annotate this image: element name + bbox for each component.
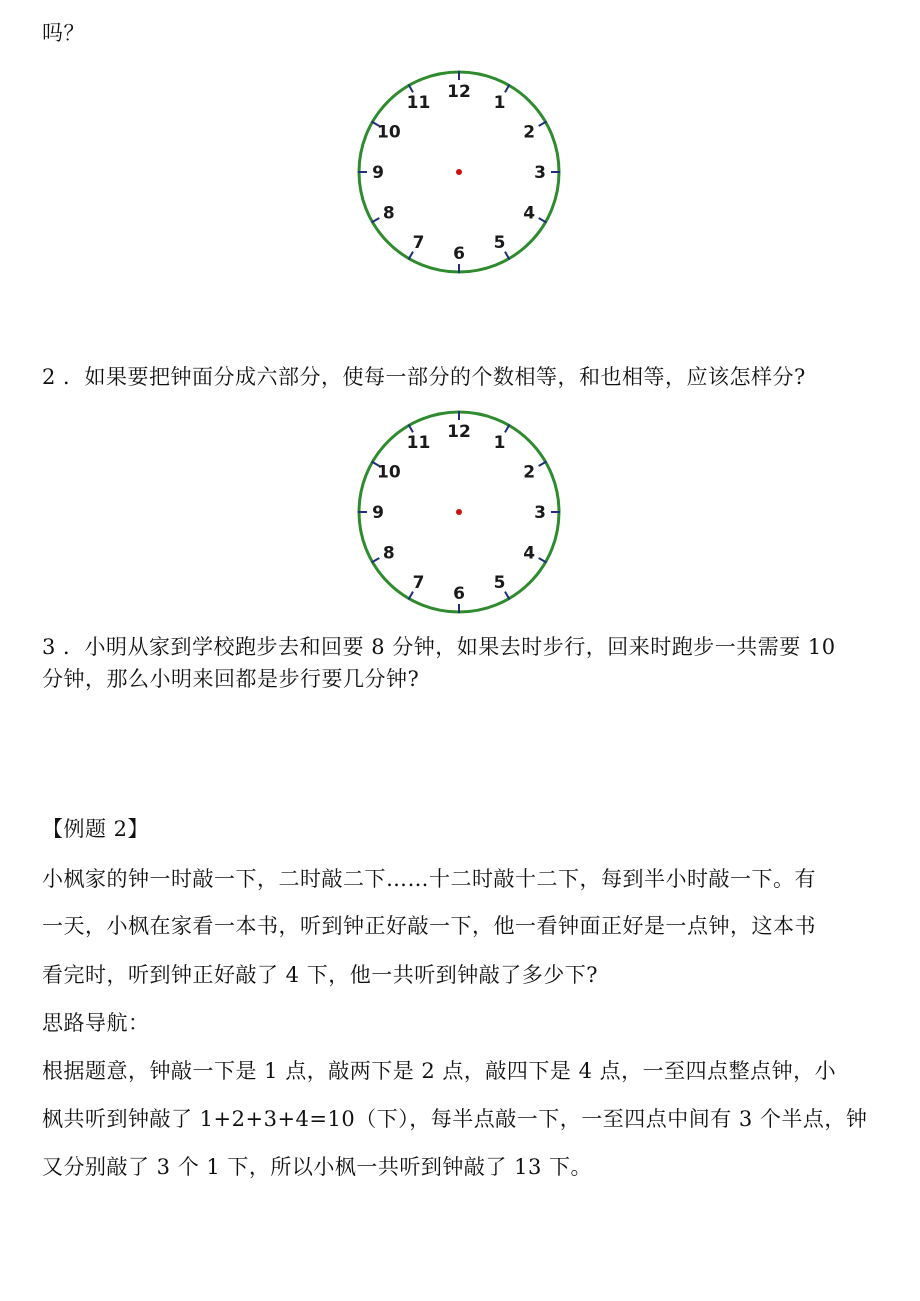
hour-number-9: 9: [372, 163, 384, 183]
example-2-line-3: 看完时，听到钟正好敲了 4 下，他一共听到钟敲了多少下?: [42, 963, 598, 987]
hour-number-10: 10: [377, 462, 401, 483]
hour-number-9: 9: [372, 503, 384, 523]
clock-face-diagram-2: [355, 408, 563, 616]
answer-line-3: 又分别敲了 3 个 1 下，所以小枫一共听到钟敲了 13 下。: [42, 1155, 592, 1179]
clock-center-dot: [456, 509, 462, 515]
clock-center-dot: [456, 169, 462, 175]
answer-line-2: 枫共听到钟敲了 1+2+3+4=10（下），每半点敲一下，一至四点中间有 3 个半点，钟: [42, 1107, 868, 1131]
hour-number-4: 4: [523, 543, 536, 564]
hour-number-6: 6: [453, 584, 465, 604]
clock-face-svg: [355, 408, 563, 616]
example-2-line-2: 一天，小枫在家看一本书，听到钟正好敲一下，他一看钟面正好是一点钟，这本书: [42, 914, 816, 938]
hour-number-5: 5: [493, 233, 506, 254]
hour-number-3: 3: [534, 503, 546, 523]
hour-number-8: 8: [382, 203, 395, 224]
question-3-line-1: 3 ．小明从家到学校跑步去和回要 8 分钟，如果去时步行，回来时跑步一共需要 10: [42, 635, 836, 659]
hour-number-12: 12: [447, 422, 471, 442]
hour-number-11: 11: [406, 432, 431, 453]
hour-number-1: 1: [493, 92, 506, 113]
example-2-line-1: 小枫家的钟一时敲一下，二时敲二下……十二时敲十二下，每到半小时敲一下。有: [42, 867, 816, 891]
hour-number-12: 12: [447, 82, 471, 102]
hour-number-6: 6: [453, 244, 465, 264]
hour-number-10: 10: [377, 122, 401, 143]
example-2-heading: 【例题 2】: [42, 817, 150, 841]
hour-number-8: 8: [382, 543, 395, 564]
hour-number-4: 4: [523, 203, 536, 224]
hour-number-7: 7: [412, 233, 425, 254]
answer-line-1: 根据题意，钟敲一下是 1 点，敲两下是 2 点，敲四下是 4 点，一至四点整点钟，小: [42, 1059, 837, 1083]
hour-number-5: 5: [493, 573, 506, 594]
hour-number-3: 3: [534, 163, 546, 183]
question-3-line-2: 分钟，那么小明来回都是步行要几分钟?: [42, 667, 420, 691]
clock-face-diagram-1: [355, 68, 563, 276]
hour-number-2: 2: [523, 122, 536, 143]
hour-number-1: 1: [493, 432, 506, 453]
hour-number-2: 2: [523, 462, 536, 483]
hour-number-11: 11: [406, 92, 431, 113]
question-2-text: 2 ．如果要把钟面分成六部分，使每一部分的个数相等，和也相等，应该怎样分?: [42, 365, 806, 389]
hint-label: 思路导航：: [42, 1011, 150, 1035]
continued-question-text: 吗？: [42, 21, 85, 45]
clock-face-svg: [355, 68, 563, 276]
hour-number-7: 7: [412, 573, 425, 594]
